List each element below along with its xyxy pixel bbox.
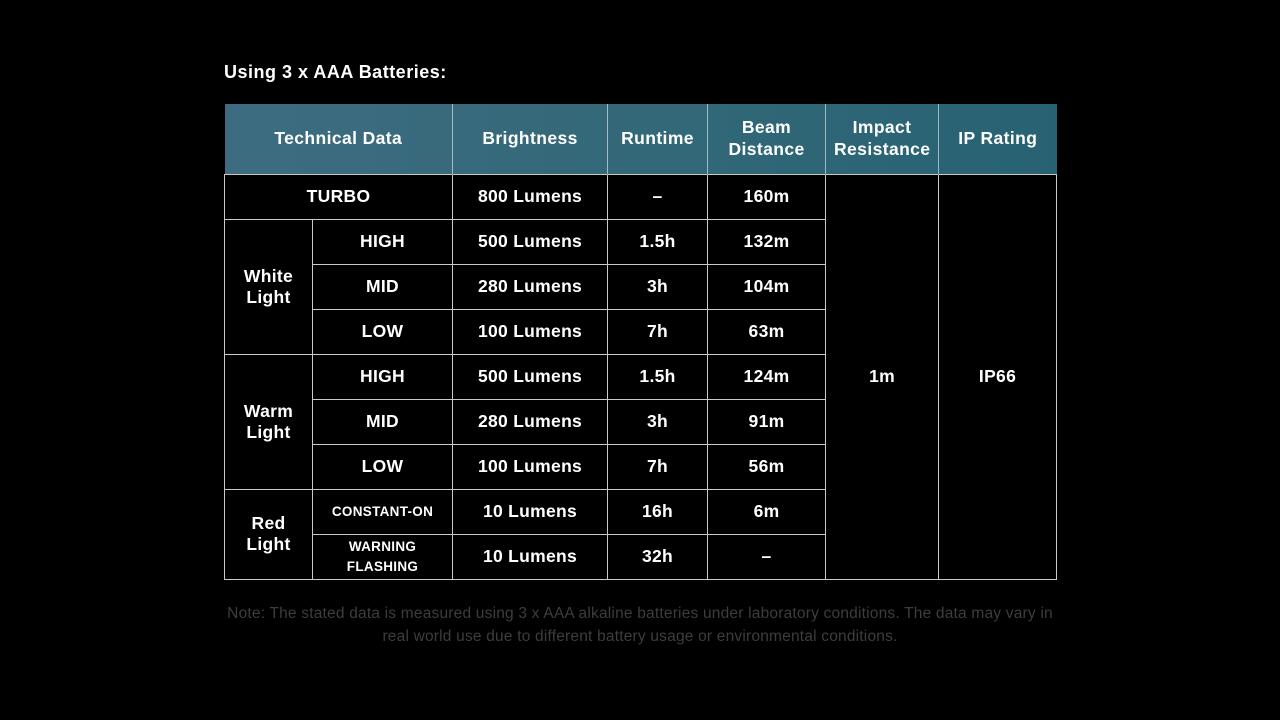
white-mid-beam-distance-cell: 104m — [708, 264, 826, 309]
warm-low-brightness-cell: 100 Lumens — [453, 444, 608, 489]
table-row-turbo — [225, 174, 1057, 219]
header-impact-resistance: Impact Resistance — [826, 104, 939, 174]
ip-rating-value-cell: IP66 — [939, 174, 1057, 579]
turbo-mode-cell: TURBO — [225, 174, 453, 219]
white-mid-brightness-cell: 280 Lumens — [453, 264, 608, 309]
footnote: Note: The stated data is measured using 3 x AAA alkaline batteries under laboratory conditions. The data may vary in real world use due to different battery usage or environmental conditions. — [227, 605, 1053, 645]
white-low-beam-distance-cell: 63m — [708, 309, 826, 354]
header-runtime: Runtime — [608, 104, 708, 174]
white-high-mode-cell: HIGH — [313, 219, 453, 264]
white-low-brightness-cell: 100 Lumens — [453, 309, 608, 354]
red-light-group-cell: Red Light — [225, 489, 313, 579]
white-light-group-cell: White Light — [225, 219, 313, 354]
white-high-beam-distance-cell: 132m — [708, 219, 826, 264]
page-title: Using 3 x AAA Batteries: — [224, 62, 447, 82]
warm-low-beam-distance-cell: 56m — [708, 444, 826, 489]
white-mid-runtime-cell: 3h — [608, 264, 708, 309]
header-brightness: Brightness — [453, 104, 608, 174]
warm-low-mode-cell: LOW — [313, 444, 453, 489]
white-high-runtime-cell: 1.5h — [608, 219, 708, 264]
warm-high-brightness-cell: 500 Lumens — [453, 354, 608, 399]
red-constant-brightness-cell: 10 Lumens — [453, 489, 608, 534]
warm-high-beam-distance-cell: 124m — [708, 354, 826, 399]
white-mid-mode-cell: MID — [313, 264, 453, 309]
red-flashing-brightness-cell: 10 Lumens — [453, 534, 608, 579]
table-header-row — [225, 104, 1057, 174]
white-low-runtime-cell: 7h — [608, 309, 708, 354]
red-constant-mode-cell: CONSTANT-ON — [313, 489, 453, 534]
warm-mid-runtime-cell: 3h — [608, 399, 708, 444]
warm-mid-brightness-cell: 280 Lumens — [453, 399, 608, 444]
warm-mid-beam-distance-cell: 91m — [708, 399, 826, 444]
turbo-runtime-cell: – — [608, 174, 708, 219]
red-flashing-mode-cell: WARNING FLASHING — [313, 534, 453, 579]
warm-mid-mode-cell: MID — [313, 399, 453, 444]
white-low-mode-cell: LOW — [313, 309, 453, 354]
warm-low-runtime-cell: 7h — [608, 444, 708, 489]
technical-data-table — [224, 104, 1057, 580]
red-flashing-beam-distance-cell: – — [708, 534, 826, 579]
white-high-brightness-cell: 500 Lumens — [453, 219, 608, 264]
header-technical-data: Technical Data — [274, 127, 403, 148]
turbo-brightness-cell: 800 Lumens — [453, 174, 608, 219]
red-constant-beam-distance-cell: 6m — [708, 489, 826, 534]
red-constant-runtime-cell: 16h — [608, 489, 708, 534]
warm-high-mode-cell: HIGH — [313, 354, 453, 399]
impact-resistance-value-cell: 1m — [826, 174, 939, 579]
warm-light-group-cell: Warm Light — [225, 354, 313, 489]
header-beam-distance: Beam Distance — [708, 104, 826, 174]
header-ip-rating: IP Rating — [939, 104, 1057, 174]
red-flashing-runtime-cell: 32h — [608, 534, 708, 579]
turbo-beam-distance-cell: 160m — [708, 174, 826, 219]
warm-high-runtime-cell: 1.5h — [608, 354, 708, 399]
